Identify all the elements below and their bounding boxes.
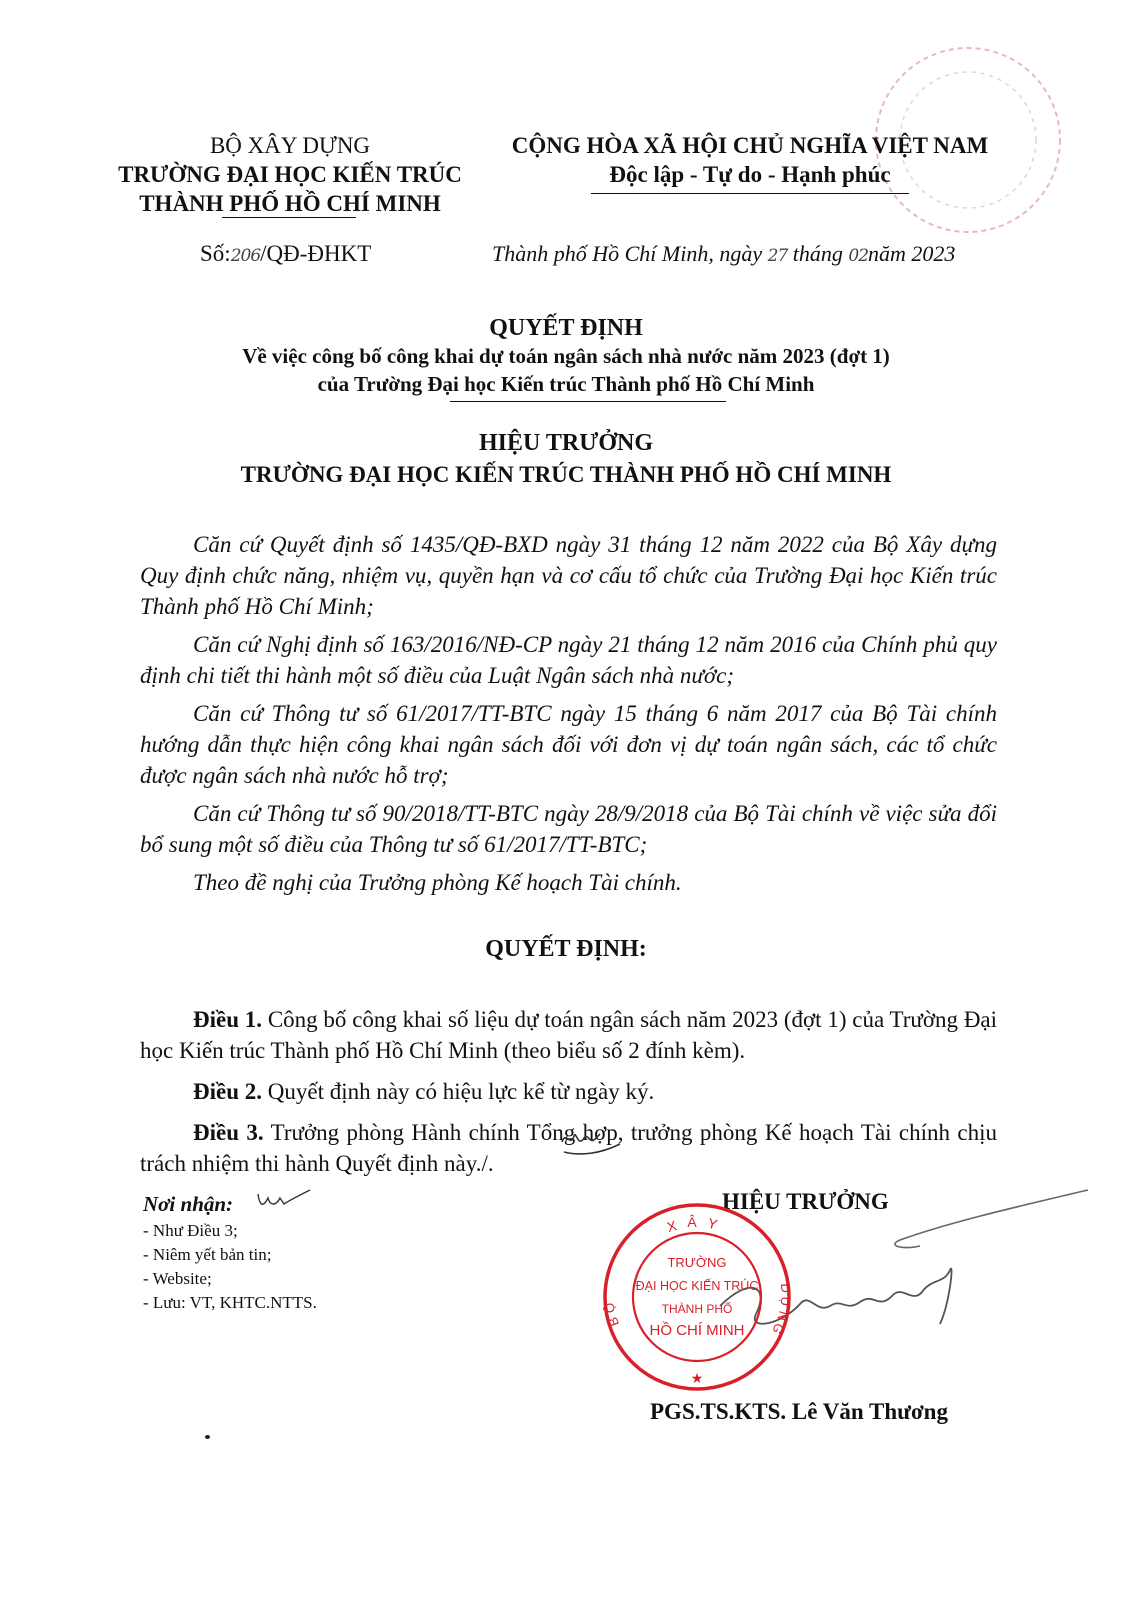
stamp-ring-left: BỘ: [601, 1297, 623, 1329]
header-right: [490, 131, 1010, 189]
article-2: [140, 1076, 997, 1107]
header-left-underline: [222, 217, 356, 218]
subject-line1: Về việc công bố công khai dự toán ngân sách nhà nước năm 2023 (đợt 1): [242, 344, 890, 368]
signature-title: HIỆU TRƯỞNG: [722, 1189, 889, 1214]
authority-school: TRƯỜNG ĐẠI HỌC KIẾN TRÚC THÀNH PHỐ HỒ CHÍ MINH: [240, 462, 892, 487]
basis-2: Căn cứ Nghị định số 163/2016/NĐ-CP ngày 21 tháng 12 năm 2016 của Chính phủ quy định chi tiết thi hành một số điều của Luật Ngân sách nhà nước;: [140, 632, 997, 688]
recipient-1: - Như Điều 3;: [143, 1221, 238, 1240]
date-year: năm 2023: [868, 241, 956, 266]
basis-3: Căn cứ Thông tư số 61/2017/TT-BTC ngày 15 tháng 6 năm 2017 của Bộ Tài chính hướng dẫn thực hiện công khai ngân sách đối với đơn vị dự toán ngân sách, các tổ chức được ngân sách nhà nước hỗ trợ;: [140, 701, 997, 788]
basis-4: Căn cứ Thông tư số 90/2018/TT-BTC ngày 28/9/2018 của Bộ Tài chính về việc sửa đổi bổ sung một số điều của Thông tư số 61/2017/TT-BTC;: [140, 801, 997, 857]
recipient-2: - Niêm yết bản tin;: [143, 1245, 272, 1264]
article-3-text: Trưởng phòng Hành chính Tổng hợp, trưởng phòng Kế hoạch Tài chính chịu trách nhiệm thi hành Quyết định này./.: [140, 1120, 997, 1176]
school-name-line2: THÀNH PHỐ HỒ CHÍ MINH: [139, 191, 441, 216]
authority-title: HIỆU TRƯỞNG: [478, 430, 654, 456]
recipients-label: Nơi nhận:: [143, 1192, 234, 1216]
date-month: 02: [848, 246, 869, 266]
school-name-line1: TRƯỜNG ĐẠI HỌC KIẾN TRÚC: [118, 162, 462, 187]
scan-speck: [205, 1435, 210, 1439]
signer-name: PGS.TS.KTS. Lê Văn Thương: [650, 1399, 948, 1424]
recipient-4: - Lưu: VT, KHTC.NTTS.: [143, 1293, 317, 1312]
initials-scribble: [556, 1126, 626, 1162]
authority-block: [60, 427, 1072, 491]
recipients-scribble: [254, 1186, 314, 1212]
stamp-ring-top: XÂY: [665, 1214, 729, 1236]
header-left: [100, 131, 480, 218]
recipient-3: - Website;: [143, 1269, 212, 1288]
article-2-label: Điều 2.: [193, 1079, 262, 1104]
document-title: QUYẾT ĐỊNH: [489, 315, 643, 341]
subject-line2: của Trường Đại học Kiến trúc Thành phố Hồ Chí Minh: [317, 372, 815, 396]
document-number: [200, 239, 371, 271]
basis-5: Theo đề nghị của Trưởng phòng Kế hoạch Tài chính.: [193, 870, 682, 895]
article-1-text: Công bố công khai số liệu dự toán ngân sách năm 2023 (đợt 1) của Trường Đại học Kiến trúc Thành phố Hồ Chí Minh (theo biểu số 2 đính kèm).: [140, 1007, 998, 1063]
stamp-center-4: HỒ CHÍ MINH: [649, 1322, 745, 1339]
stamp-ring-right: DỰNG: [767, 1283, 794, 1340]
stamp-star-icon: ★: [690, 1371, 704, 1387]
number-prefix: Số:: [200, 241, 231, 266]
number-suffix: /QĐ-ĐHKT: [260, 241, 372, 266]
article-1: [140, 1004, 997, 1066]
article-3-label: Điều 3.: [193, 1120, 264, 1145]
stamp-center-1: TRƯỜNG: [667, 1255, 727, 1270]
bases-list: [140, 529, 997, 898]
number-handwritten: 206: [230, 246, 261, 266]
stamp-center-2: ĐẠI HỌC KIẾN TRÚC: [635, 1279, 759, 1293]
date-month-label: tháng: [792, 241, 843, 266]
motto-underline: [591, 193, 909, 194]
article-1-label: Điều 1.: [193, 1007, 263, 1032]
date-place: Thành phố Hồ Chí Minh, ngày: [492, 241, 763, 266]
motto: Độc lập - Tự do - Hạnh phúc: [609, 162, 891, 187]
date-day: 27: [767, 246, 788, 266]
decision-heading: QUYẾT ĐỊNH:: [485, 936, 647, 962]
basis-1: Căn cứ Quyết định số 1435/QĐ-BXD ngày 31 tháng 12 năm 2022 của Bộ Xây dựng Quy định chức năng, nhiệm vụ, quyền hạn và cơ cấu tổ chức của Trường Đại học Kiến trúc Thành phố Hồ Chí Minh;: [140, 532, 997, 619]
subject-underline: [450, 401, 726, 402]
title-block: [60, 314, 1072, 398]
article-2-text: Quyết định này có hiệu lực kể từ ngày ký.: [267, 1079, 655, 1104]
stamp-center-3: THÀNH PHỐ: [661, 1302, 733, 1316]
date-line: [492, 239, 955, 271]
ministry-name: BỘ XÂY DỰNG: [209, 133, 371, 158]
nation-name: CỘNG HÒA XÃ HỘI CHỦ NGHĨA VIỆT NAM: [511, 133, 989, 158]
official-stamp: [594, 1197, 800, 1397]
